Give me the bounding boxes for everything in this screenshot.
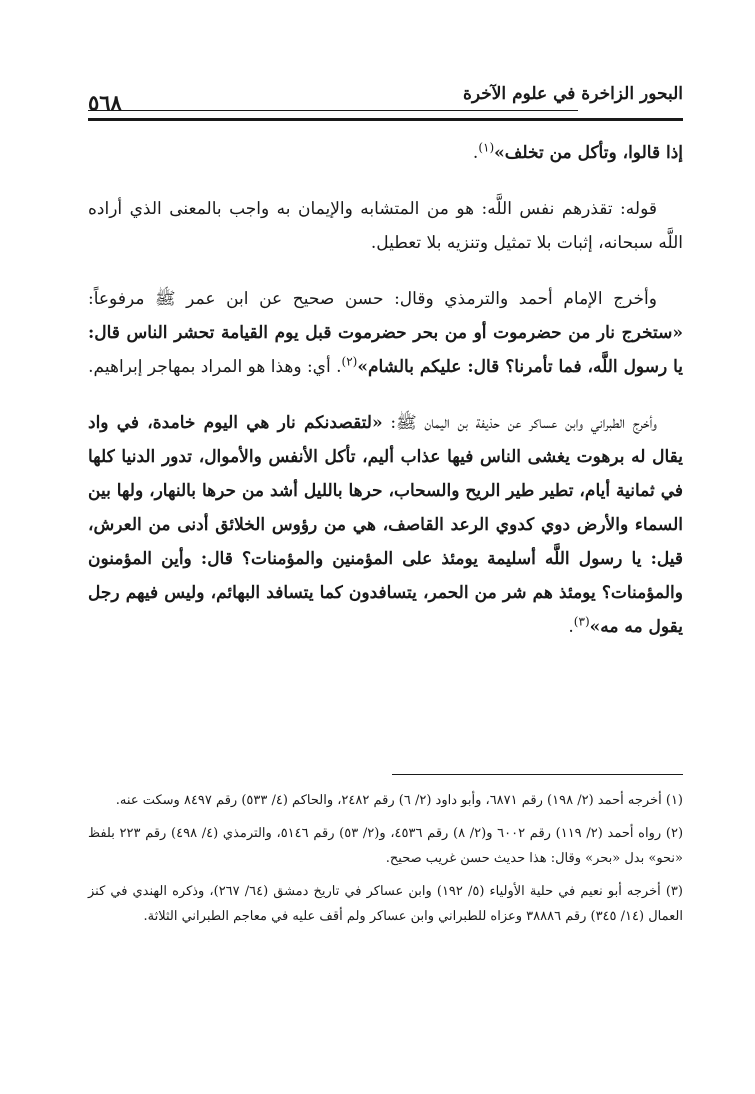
footnote-number: (١) [665, 793, 683, 808]
footnote-ref-2: (٢) [341, 354, 358, 369]
footnote-text: رواه أحمد (٢/ ١١٩) رقم ٦٠٠٢ و(٢/ ٨) رقم ٤٥٣٦، و(٢/ ٥٣) رقم ٥١٤٦، والترمذي (٤/ ٤٩٨) رقم ٢٢٣ بلفظ «نحو» بدل «بحر» وقال: هذا حديث حسن غريب صحيح. [88, 826, 683, 866]
footnote-2 [88, 821, 683, 871]
paragraph-3-intro: وأخرج الإمام أحمد والترمذي وقال: حسن صحيح عن ابن عمر ﷺ مرفوعاً: [88, 289, 657, 309]
footnote-separator [392, 774, 683, 775]
paragraph-1 [88, 136, 683, 170]
paragraph-1-tail: . [472, 143, 479, 163]
footnote-ref-1: (١) [478, 140, 495, 155]
page-header [88, 84, 683, 116]
footnote-ref-3: (٣) [573, 614, 590, 629]
running-title: البحور الزاخرة في علوم الآخرة [462, 84, 683, 104]
footnote-number: (٢) [665, 826, 684, 841]
paragraph-4-tail: . [568, 617, 574, 637]
paragraph-3 [88, 282, 683, 384]
footnote-number: (٣) [665, 884, 683, 899]
footnote-3 [88, 879, 683, 929]
hadith-quote-barhut: «لتقصدنكم نار هي اليوم خامدة، في واد يقال له برهوت يغشى الناس فيها عذاب أليم، تأكل الأنفس والأموال، تدور الدنيا كلها في ثمانية أيام، تطير طير الريح والسحاب، حرها بالليل أشد من حرها بالنهار، ولها بين السماء والأرض دوي كدوي الرعد القاصف، هي من رؤوس الخلائق أدنى من العرش، قيل: يا رسول اللَّه أسليمة يومئذ على المؤمنين والمؤمنات؟ قال: وأين المؤمنون والمؤمنات؟ يومئذ هم شر من الحمر، يتسافدون كما يتسافد البهائم، وليس فيهم رجل يقول مه مه» [88, 413, 683, 637]
header-rule-thick [88, 118, 683, 121]
footnote-text: أخرجه أبو نعيم في حلية الأولياء (٥/ ١٩٢) وابن عساكر في تاريخ دمشق (٦٤/ ٢٦٧)، وذكره الهندي في كنز العمال (١٤/ ٣٤٥) رقم ٣٨٨٨٦ وعزاه للطبراني وابن عساكر ولم أقف عليه في معاجم الطبراني الثلاثة. [88, 884, 683, 924]
hadith-quote-hadramawt: «ستخرج نار من حضرموت أو من بحر حضرموت قبل يوم القيامة تحشر الناس قال: يا رسول اللَّه، فما تأمرنا؟ قال: عليكم بالشام» [88, 323, 683, 377]
paragraph-2-text: قوله: تقذرهم نفس اللَّه: هو من المتشابه والإيمان به واجب بالمعنى الذي أراده اللَّه سبحانه، إثبات بلا تمثيل وتنزيه بلا تعطيل. [88, 199, 683, 253]
page-number: ٥٦٨ [88, 90, 122, 115]
paragraph-4-intro: وأخرج الطبراني وابن عساكر عن حذيفة بن اليمان ﷺ: [390, 413, 657, 433]
footnote-1 [88, 788, 683, 813]
main-text [88, 136, 683, 666]
paragraph-2 [88, 192, 683, 260]
footnote-text: أخرجه أحمد (٢/ ١٩٨) رقم ٦٨٧١، وأبو داود (٢/ ٦) رقم ٢٤٨٢، والحاكم (٤/ ٥٣٣) رقم ٨٤٩٧ وسكت عنه. [115, 793, 662, 808]
footnotes [88, 788, 683, 937]
paragraph-3-tail: . أي: وهذا هو المراد بمهاجر إبراهيم. [88, 357, 342, 377]
hadith-quote-end: إذا قالوا، وتأكل من تخلف» [494, 143, 683, 163]
header-rule-thin [88, 110, 578, 111]
paragraph-4 [88, 406, 683, 644]
